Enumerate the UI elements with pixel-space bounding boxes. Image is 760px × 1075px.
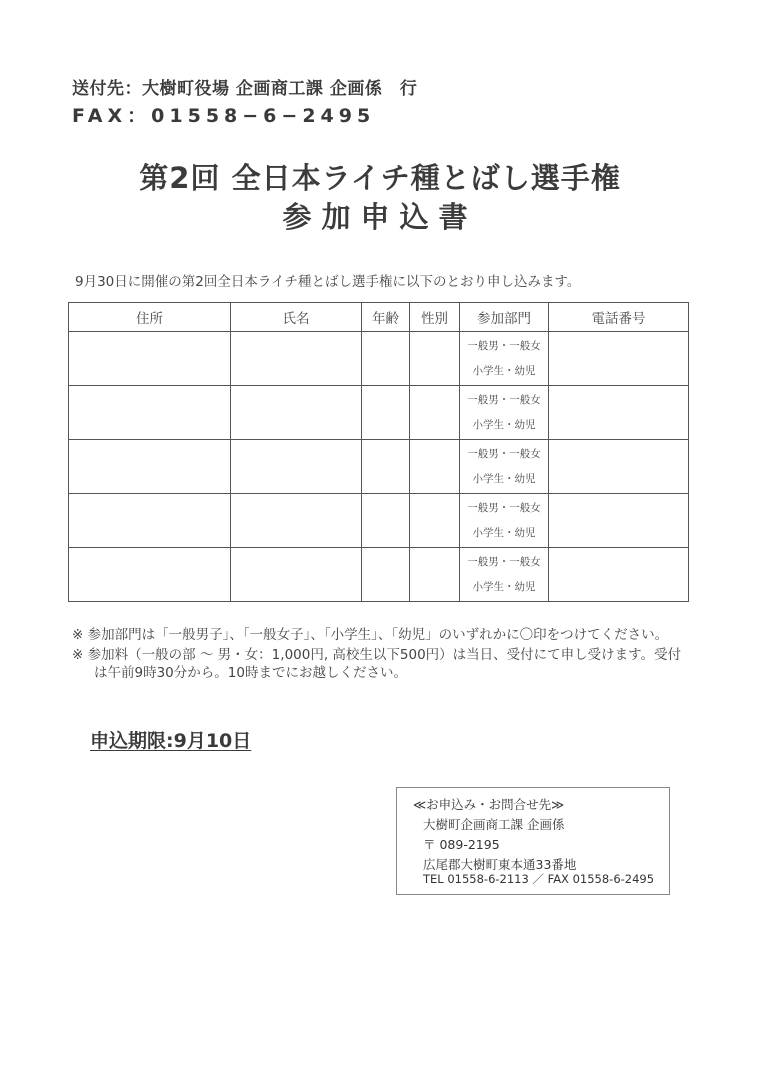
category-adult-option[interactable]: 一般男・一般女 <box>467 447 541 460</box>
phone-field[interactable] <box>549 548 689 602</box>
category-adult-option[interactable]: 一般男・一般女 <box>467 501 541 514</box>
contact-address: 広尾郡大樹町東本通33番地 <box>423 857 577 872</box>
address-field[interactable] <box>69 494 231 548</box>
header-name: 氏名 <box>231 303 362 332</box>
gender-field[interactable] <box>410 494 460 548</box>
name-field[interactable] <box>231 548 362 602</box>
category-child-option[interactable]: 小学生・幼児 <box>472 418 536 431</box>
contact-postal-code: 〒 089-2195 <box>423 837 500 852</box>
contact-phones: TEL 01558-6-2113 ／ FAX 01558-6-2495 <box>423 872 655 886</box>
age-field[interactable] <box>362 386 410 440</box>
category-child-option[interactable]: 小学生・幼児 <box>472 364 536 377</box>
phone-field[interactable] <box>549 440 689 494</box>
age-field[interactable] <box>362 440 410 494</box>
age-field[interactable] <box>362 494 410 548</box>
gender-field[interactable] <box>410 332 460 386</box>
category-adult-option[interactable]: 一般男・一般女 <box>467 555 541 568</box>
header-address: 住所 <box>69 303 231 332</box>
table-header-row <box>69 303 689 332</box>
address-field[interactable] <box>69 548 231 602</box>
name-field[interactable] <box>231 332 362 386</box>
category-child-option[interactable]: 小学生・幼児 <box>472 526 536 539</box>
category-options[interactable] <box>460 548 549 602</box>
table-row <box>69 386 689 440</box>
note-category: ※ 参加部門は「一般男子」、「一般女子」、「小学生」、「幼児」のいずれかに〇印をつけてください。 <box>72 627 669 643</box>
fax-destination: 送付先：大樹町役場 企画商工課 企画係 行 <box>72 79 418 99</box>
category-child-option[interactable]: 小学生・幼児 <box>472 472 536 485</box>
contact-box <box>396 787 670 895</box>
category-options[interactable] <box>460 494 549 548</box>
name-field[interactable] <box>231 440 362 494</box>
category-options[interactable] <box>460 440 549 494</box>
phone-field[interactable] <box>549 386 689 440</box>
gender-field[interactable] <box>410 440 460 494</box>
gender-field[interactable] <box>410 386 460 440</box>
table-row <box>69 440 689 494</box>
fax-number: FAX：01558−6−2495 <box>72 105 376 127</box>
category-child-option[interactable]: 小学生・幼児 <box>472 580 536 593</box>
address-field[interactable] <box>69 440 231 494</box>
table-row <box>69 548 689 602</box>
phone-field[interactable] <box>549 332 689 386</box>
table-row <box>69 332 689 386</box>
address-field[interactable] <box>69 332 231 386</box>
category-options[interactable] <box>460 386 549 440</box>
header-age: 年齢 <box>362 303 410 332</box>
header-gender: 性別 <box>410 303 460 332</box>
category-options[interactable] <box>460 332 549 386</box>
contact-organization: 大樹町企画商工課 企画係 <box>423 817 565 832</box>
name-field[interactable] <box>231 386 362 440</box>
name-field[interactable] <box>231 494 362 548</box>
application-deadline: 申込期限:9月10日 <box>90 730 252 752</box>
table-row <box>69 494 689 548</box>
form-title: 第2回 全日本ライチ種とばし選手権 <box>139 161 621 195</box>
age-field[interactable] <box>362 548 410 602</box>
form-subtitle: 参加申込書 <box>282 200 478 234</box>
gender-field[interactable] <box>410 548 460 602</box>
category-adult-option[interactable]: 一般男・一般女 <box>467 393 541 406</box>
notes-section <box>72 626 692 684</box>
header-phone: 電話番号 <box>549 303 689 332</box>
address-field[interactable] <box>69 386 231 440</box>
note-fee: ※ 参加料（一般の部 ～ 男・女：1,000円, 高校生以下500円）は当日、受付にて申し受けます。受付は午前9時30分から。10時までにお越しください。 <box>72 647 682 681</box>
entry-table <box>68 302 689 602</box>
intro-text: 9月30日に開催の第2回全日本ライチ種とばし選手権に以下のとおり申し込みます。 <box>75 274 581 290</box>
contact-heading: ≪お申込み・お問合せ先≫ <box>413 797 565 812</box>
category-adult-option[interactable]: 一般男・一般女 <box>467 339 541 352</box>
phone-field[interactable] <box>549 494 689 548</box>
age-field[interactable] <box>362 332 410 386</box>
header-category: 参加部門 <box>460 303 549 332</box>
